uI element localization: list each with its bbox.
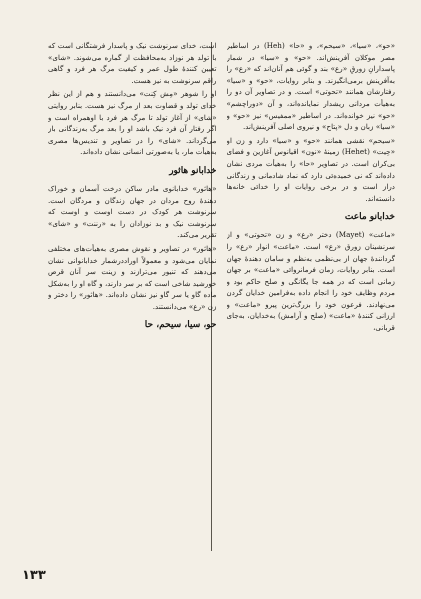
page-number: ۱۳۳ <box>22 568 46 583</box>
section-heading: خدابانو ماعت <box>344 212 395 223</box>
right-column <box>48 40 217 557</box>
section-heading: حو، سیا، سیحم، حا <box>144 320 217 331</box>
paragraph: «هاثور» خدابانوی مادر ساکن درخت آسمان و خوراک دهندهٔ روح مردان در جهان زندگان و مردگان است. سرنوشت هر کودک در دست اوست و اوست که سرنوشت نیک و بد نوزادان را به «رننت» و «شای» تقریر می‌کند. <box>48 183 217 240</box>
paragraph: «سیحم» نقشی همانند «حو» و «سیا» دارد و زن او «حِیت» (Hehet) زمینهٔ «نون» اقیانوس آغازین و فضای بی‌کران است. در تصاویر «حا» را به‌هیأت مردی نشان داده‌اند که نی خمیده‌ئی دارد که نماد شادمانی و زندگانی دراز است و در برخی روایات او را خدائی خانه‌ها دانسته‌اند. <box>226 135 395 203</box>
paragraph: «ماعت» (Mayet) دختر «رع» و زن «تحوتی» و از سرنشینان زورق «رع» است. «ماعت» انوار «رع» را گردانندهٔ جهان از بی‌نظمی به‌نظم و سامان دهندهٔ جهان است. بنابر روایات، زمان فرمانروائی «ماعت» بر جهان زمانی است که در همه جا یگانگی و صلح حاکم بود و مردم وظایف خود را انجام داده به‌فرامین خدایان گردن می‌نهادند. فرعون خود را بزرگ‌ترین پیرو «ماعت» و ارزانی کنندهٔ «ماعت» (صلح و آرامش) به‌خدایان، به‌جای قربانی، <box>226 230 395 333</box>
paragraph: است، خدای سرنوشت نیک و پاسدار فرشتگانی است که با تولد هر نوزاد به‌محافظت از گماره می‌شوند. «شای» تعیین کنندهٔ طول عمر و کیفیت مرگ هر فرد و گاهی راقم سرنوشت به نیز هست. <box>48 41 217 85</box>
text-columns <box>48 40 395 557</box>
left-column <box>227 40 396 557</box>
paragraph: «هاثور» در تصاویر و نقوش مصری به‌هیأت‌های مختلفی نمایان می‌شود و معمولاً اوراددرشمار خدابانوانی نشان می‌دهند که تنیور می‌ترازند و زینت سر آنان قرص خورشید شاخی است که بر سر دارند، و گاه او را به‌شکل ماده گاو یا سر گاو نیز نشان داده‌اند. «هاثور» را دختر و زن «رع» می‌دانستند. <box>48 243 217 311</box>
paragraph: «حو»، «سیا»، «سیحم»، و «حا» (Heh) در اساطیر مصر موکلان آفرینش‌اند. «حو» و «سیا» در شمار پاسدارانِ زورقِ «رع» بند و گوئی هم آنان‌اند که «رع» را به‌آفرینش برمی‌انگیزند. و بنابر روایات، «حو» و «سیا» رفتارشان همانند «تحوتی» است. و در تصاویر آن دو را به‌هیأت مردانی ریشدار نمایانده‌اند، و آن «دوراچشم» «حو» نیز خوانده‌اند. در اساطیر «ممفیس» نیز «حو» و «سیا» زبان و دل «پتاح» و نیروی اصلی آفرینش‌اند. <box>226 41 395 132</box>
paragraph: او را شوهر «مِش کِنت» می‌دانستند و هم از این نظر خدای تولد و قضاوت بعد از مرگ نیز هست. بنابر روایتی «شای» از آغاز تولد تا مرگ هر فرد با اوهمراه است و اگر رفتار آن فرد نیک باشد او را بعد مرگ به‌زندگانی باز می‌گرداند. «شای» را در تصاویر و تندیس‌ها مصری به‌هیأت مار، یا به‌صورتی انسانی نشان داده‌اند. <box>48 89 217 157</box>
section-heading: خدابانو هاثور <box>169 165 217 176</box>
